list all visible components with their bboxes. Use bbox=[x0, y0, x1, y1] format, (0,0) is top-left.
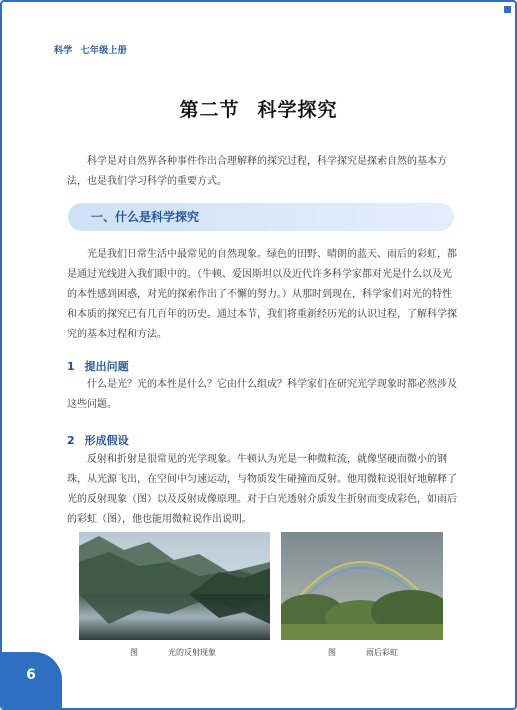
figure1-caption bbox=[130, 647, 216, 658]
section1-paragraph: 光是我们日常生活中最常见的自然现象。绿色的田野、晴朗的蓝天、雨后的彩虹，都是通过光线进入我们眼中的。（牛顿、爱因斯坦以及近代许多科学家都对光是什么以及光的本性感到困惑，对光的探索作出了不懈的努力。）从那时到现在，科学家们对光的特性和本质的探究已有几百年的历史。通过本节，我们将重新经历光的认识过程，了解科学探究的基本过程和方法。 bbox=[67, 249, 457, 340]
section-name: 科学探究 bbox=[257, 99, 338, 121]
step2-heading bbox=[67, 432, 129, 448]
step2-title: 形成假设 bbox=[84, 434, 129, 447]
section-heading-bar: 一、什么是科学探究 bbox=[68, 203, 454, 231]
lake-reflection-photo bbox=[79, 532, 270, 640]
step1-heading bbox=[67, 358, 129, 374]
step2-number: 2 bbox=[67, 434, 75, 447]
section-number: 第二节 bbox=[179, 99, 240, 121]
figure2-text: 雨后彩虹 bbox=[366, 648, 398, 657]
running-header bbox=[54, 43, 127, 56]
figure1-text: 光的反射现象 bbox=[168, 648, 216, 657]
header-grade: 七年级上册 bbox=[80, 46, 128, 56]
header-subject: 科学 bbox=[54, 46, 73, 56]
corner-marker bbox=[504, 6, 511, 13]
step1-number: 1 bbox=[67, 360, 75, 373]
rainbow-photo bbox=[281, 532, 443, 640]
figure1-label: 图 bbox=[130, 648, 138, 657]
page-number-tab bbox=[0, 652, 62, 710]
page-number: 6 bbox=[26, 667, 36, 683]
step1-paragraph: 什么是光？光的本性是什么？它由什么组成？科学家们在研究光学现象时都必然涉及这些问题。 bbox=[67, 379, 457, 410]
step2-paragraph: 反射和折射是很常见的光学现象。牛顿认为光是一种微粒流，就像坚硬而微小的钢珠，从光源飞出，在空间中匀速运动，与物质发生碰撞而反射。他用微粒说很好地解释了光的反射现象（图）以及反射成像原理。对于白光透射介质发生折射而变成彩色，如雨后的彩虹（图），他也能用微粒说作出说明。 bbox=[67, 454, 457, 525]
step1-title: 提出问题 bbox=[84, 360, 129, 373]
intro-paragraph: 科学是对自然界各种事件作出合理解释的探究过程，科学探究是探索自然的基本方法，也是我们学习科学的重要方式。 bbox=[67, 156, 447, 187]
figure2-label: 图 bbox=[328, 648, 336, 657]
figure2-caption bbox=[328, 647, 398, 658]
page-title bbox=[2, 95, 515, 122]
